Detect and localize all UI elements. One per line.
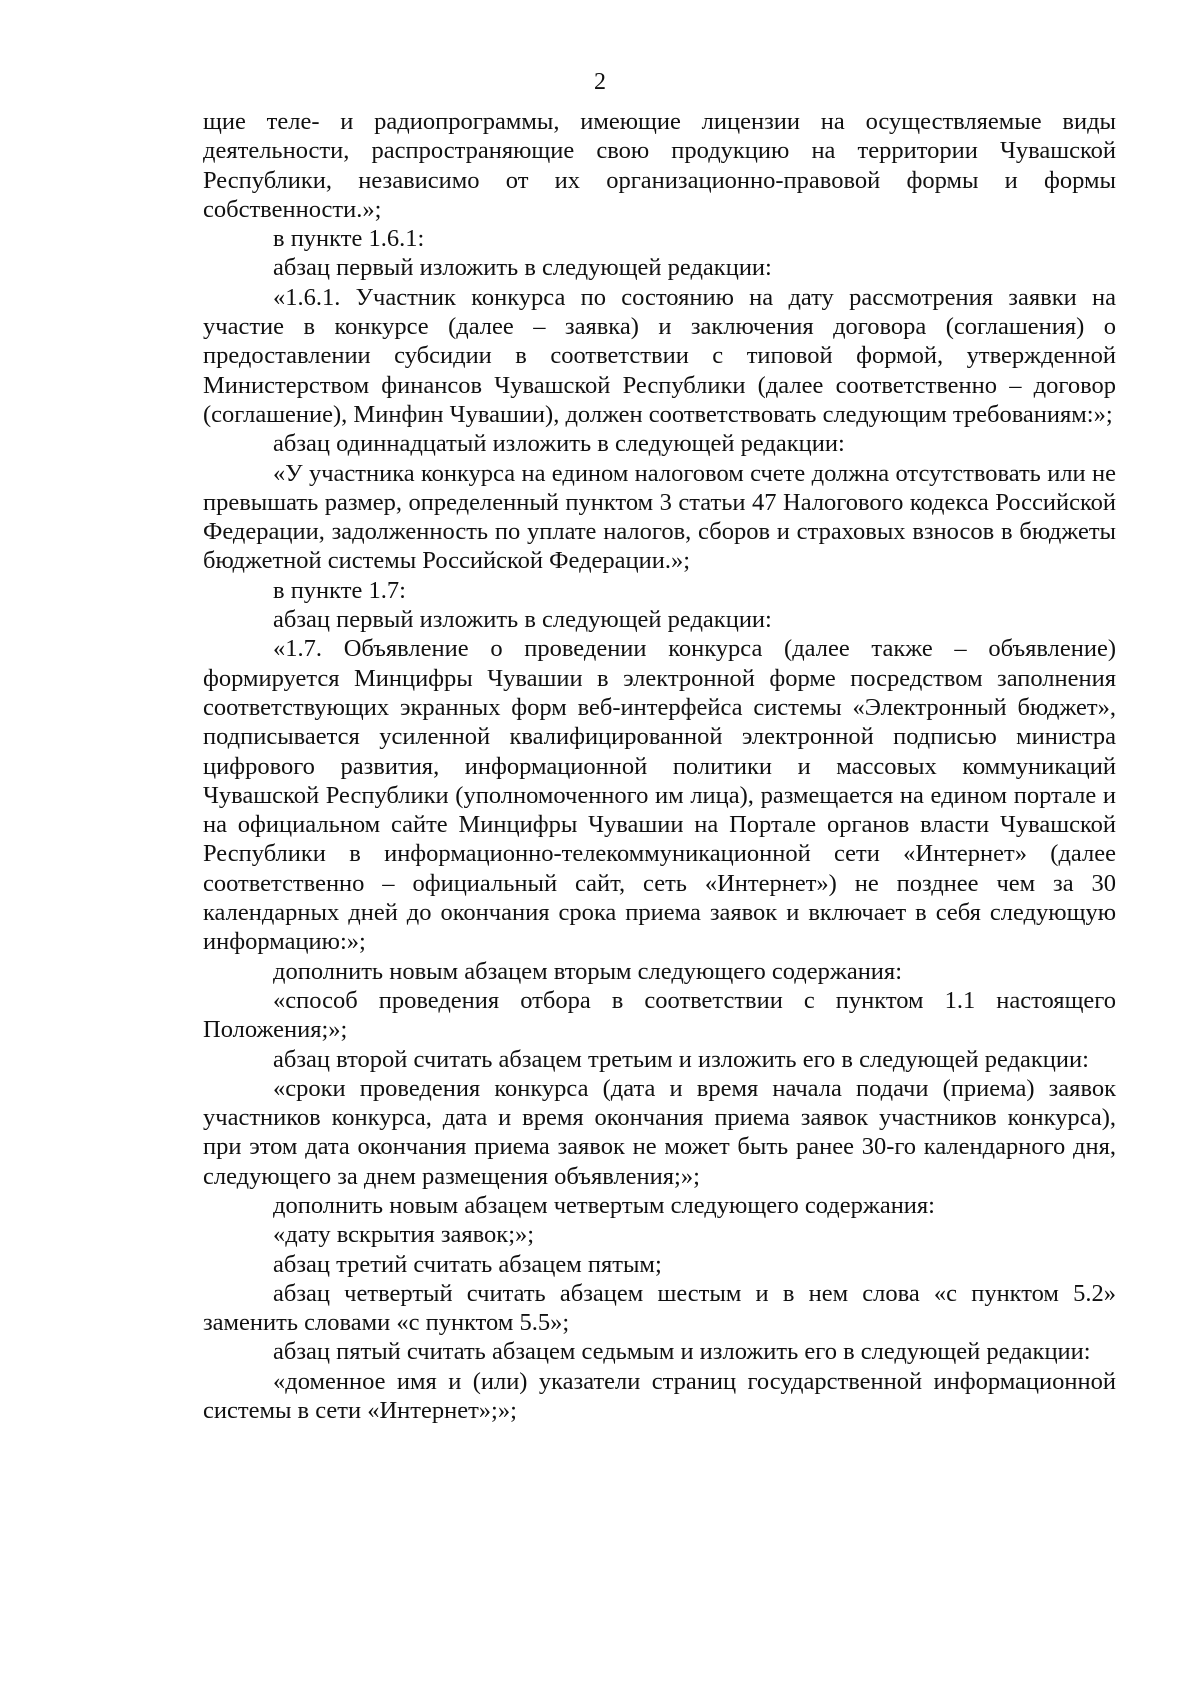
paragraph: абзац второй считать абзацем третьим и изложить его в следующей редакции: xyxy=(273,1045,1089,1073)
paragraph: абзац пятый считать абзацем седьмым и изложить его в следующей редакции: xyxy=(273,1338,1091,1366)
paragraph: «У участника конкурса на едином налоговом счете должна отсутствовать или не превышать размер, определенный пунктом 3 статьи 47 Налогового кодекса Российской Федерации, задолженность по уплате налогов, сборов и страховых взносов в бюджеты бюджетной системы Российской Федерации.»; xyxy=(203,459,1116,575)
paragraph: дополнить новым абзацем вторым следующего содержания: xyxy=(273,957,902,985)
page-number: 2 xyxy=(594,69,606,95)
document-body xyxy=(203,107,1116,1425)
paragraph: абзац первый изложить в следующей редакции: xyxy=(273,606,772,634)
paragraph: «дату вскрытия заявок;»; xyxy=(273,1221,535,1249)
paragraph: в пункте 1.6.1: xyxy=(273,225,425,253)
paragraph: абзац четвертый считать абзацем шестым и в нем слова «с пунктом 5.2» заменить словами «с пунктом 5.5»; xyxy=(203,1279,1116,1337)
paragraph: «доменное имя и (или) указатели страниц государственной информационной системы в сети «Интернет»;»; xyxy=(203,1367,1116,1425)
paragraph: «способ проведения отбора в соответствии с пунктом 1.1 настоящего Положения;»; xyxy=(203,986,1116,1044)
paragraph: «сроки проведения конкурса (дата и время начала подачи (приема) заявок участников конкурса, дата и время окончания приема заявок участников конкурса), при этом дата окончания приема заявок не может быть ранее 30-го календарного дня, следующего за днем размещения объявления;»; xyxy=(203,1074,1116,1190)
paragraph: «1.7. Объявление о проведении конкурса (далее также – объявление) формируется Минцифры Чувашии в электронной форме посредством заполнения соответствующих экранных форм веб-интерфейса системы «Электронный бюджет», подписывается усиленной квалифицированной электронной подписью министра цифрового развития, информационной политики и массовых коммуникаций Чувашской Республики (уполномоченного им лица), размещается на едином портале и на официальном сайте Минцифры Чувашии на Портале органов власти Чувашской Республики в информационно-телекоммуникационной сети «Интернет» (далее соответственно – официальный сайт, сеть «Интернет») не позднее чем за 30 календарных дней до окончания срока приема заявок и включает в себя следующую информацию:»; xyxy=(203,635,1116,956)
paragraph: абзац одиннадцатый изложить в следующей редакции: xyxy=(273,430,845,458)
paragraph: «1.6.1. Участник конкурса по состоянию на дату рассмотрения заявки на участие в конкурсе (далее – заявка) и заключения договора (соглашения) о предоставлении субсидии в соответствии с типовой формой, утвержденной Министерством финансов Чувашской Республики (далее соответственно – договор (соглашение), Минфин Чувашии), должен соответствовать следующим требованиям:»; xyxy=(203,283,1116,428)
paragraph: в пункте 1.7: xyxy=(273,576,406,604)
paragraph-continuation: щие теле- и радиопрограммы, имеющие лицензии на осуществляемые виды деятельности, распространяющие свою продукцию на территории Чувашской Республики, независимо от их организационно-правовой формы и формы собственности.»; xyxy=(203,108,1116,223)
paragraph: абзац первый изложить в следующей редакции: xyxy=(273,254,772,282)
paragraph: абзац третий считать абзацем пятым; xyxy=(273,1250,662,1278)
paragraph: дополнить новым абзацем четвертым следующего содержания: xyxy=(273,1191,935,1219)
